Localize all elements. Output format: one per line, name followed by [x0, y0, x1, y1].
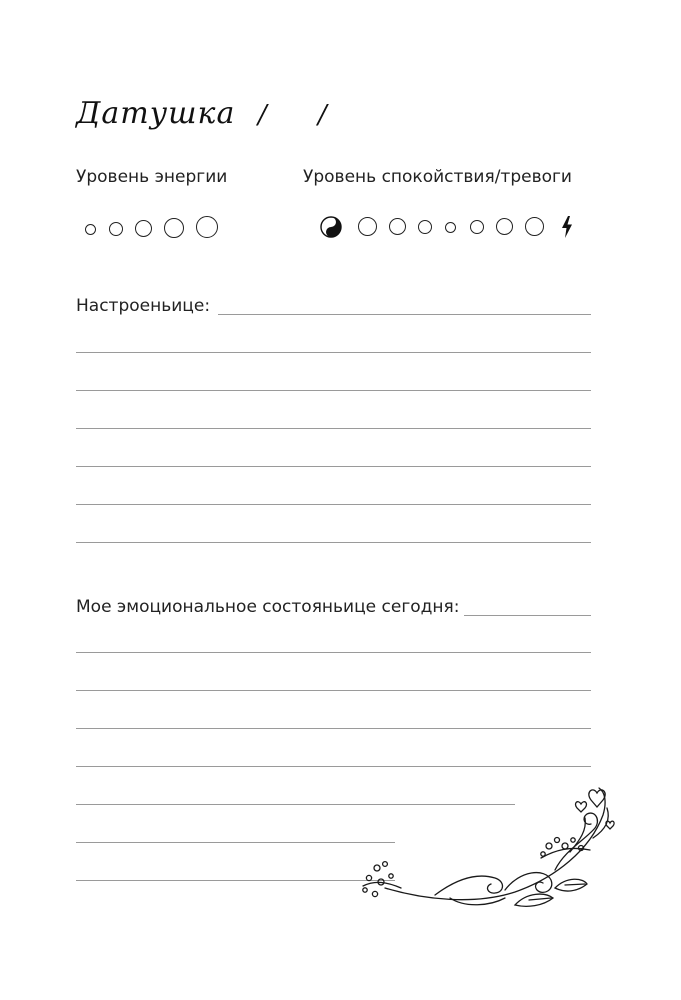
mood-line-5[interactable]: [76, 466, 591, 467]
emotion-line-5[interactable]: [76, 766, 591, 767]
emotion-line-3[interactable]: [76, 690, 591, 691]
mood-line-3[interactable]: [76, 390, 591, 391]
energy-level-3-circle[interactable]: [135, 220, 152, 237]
emotion-line-4[interactable]: [76, 728, 591, 729]
calm-level-7-circle[interactable]: [525, 217, 544, 236]
calm-level-3-circle[interactable]: [418, 220, 432, 234]
energy-level-2-circle[interactable]: [109, 222, 123, 236]
calm-level-5-circle[interactable]: [470, 220, 484, 234]
mood-line-6[interactable]: [76, 504, 591, 505]
emotion-line-2[interactable]: [76, 652, 591, 653]
calm-level-6-circle[interactable]: [496, 218, 513, 235]
calm-anxiety-label: Уровень спокойствия/тревоги: [303, 167, 572, 187]
mood-line-1[interactable]: [218, 314, 591, 315]
calm-anxiety-scale[interactable]: [318, 214, 583, 244]
mood-line-2[interactable]: [76, 352, 591, 353]
lightning-icon: [561, 216, 573, 238]
calm-level-4-circle[interactable]: [445, 222, 456, 233]
emotion-line-1[interactable]: [464, 615, 591, 616]
floral-corner-ornament-icon: [355, 780, 620, 915]
emotion-label: Мое эмоциональное состояньице сегодня:: [76, 597, 460, 617]
energy-scale[interactable]: [76, 214, 226, 244]
calm-level-2-circle[interactable]: [389, 218, 406, 235]
yin-yang-icon: [320, 216, 342, 238]
energy-level-5-circle[interactable]: [196, 216, 218, 238]
page-title: Датушка: [76, 96, 236, 131]
date-separator-1: /: [258, 100, 267, 130]
mood-line-4[interactable]: [76, 428, 591, 429]
energy-level-1-circle[interactable]: [85, 224, 96, 235]
mood-label: Настроеньице:: [76, 296, 211, 316]
energy-label: Уровень энергии: [76, 167, 228, 187]
calm-level-1-circle[interactable]: [358, 217, 377, 236]
energy-level-4-circle[interactable]: [164, 218, 184, 238]
date-separator-2: /: [318, 100, 327, 130]
mood-line-7[interactable]: [76, 542, 591, 543]
